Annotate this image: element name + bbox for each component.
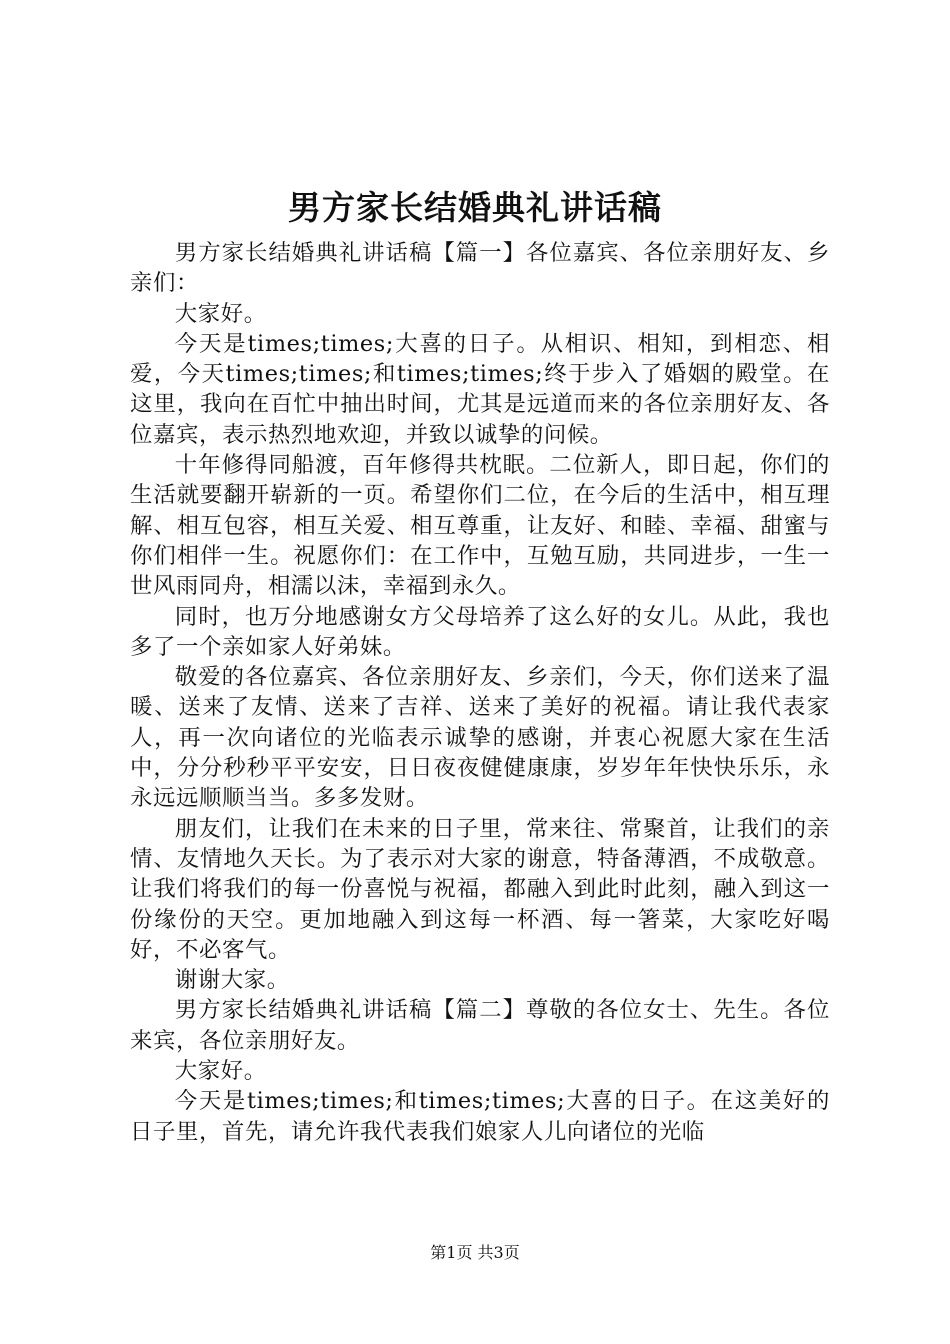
paragraph: 今天是times;times;大喜的日子。从相识、相知，到相恋、相爱，今天times;times;和times;times;终于步入了婚姻的殿堂。在这里，我向在百忙中抽出时间，尤其是远道而来的各位亲朋好友、各位嘉宾，表示热烈地欢迎，并致以诚挚的问候。: [130, 330, 830, 448]
paragraph: 十年修得同船渡，百年修得共枕眠。二位新人，即日起，你们的生活就要翻开崭新的一页。希望你们二位，在今后的生活中，相互理解、相互包容，相互关爱、相互尊重，让友好、和睦、幸福、甜蜜与你们相伴一生。祝愿你们：在工作中，互勉互励，共同进步，一生一世风雨同舟，相濡以沫，幸福到永久。: [130, 452, 830, 600]
paragraph: 大家好。: [174, 1058, 267, 1085]
page-footer: 第1页 共3页: [430, 1243, 520, 1262]
document-body: [130, 238, 830, 1147]
paragraph: 同时，也万分地感谢女方父母培养了这么好的女儿。从此，我也多了一个亲如家人好弟妹。: [130, 603, 830, 660]
paragraph: 朋友们，让我们在未来的日子里，常来往、常聚首，让我们的亲情、友情地久天长。为了表示对大家的谢意，特备薄酒，不成敬意。让我们将我们的每一份喜悦与祝福，都融入到此时此刻，融入到这一份缘份的天空。更加地融入到这每一杯酒、每一箸菜，大家吃好喝好，不必客气。: [130, 815, 830, 963]
paragraph: 男方家长结婚典礼讲话稿【篇一】各位嘉宾、各位亲朋好友、乡亲们：: [130, 240, 830, 297]
paragraph: 大家好。: [174, 300, 267, 327]
paragraph: 谢谢大家。: [174, 967, 290, 994]
paragraph: 男方家长结婚典礼讲话稿【篇二】尊敬的各位女士、先生。各位来宾，各位亲朋好友。: [130, 997, 830, 1054]
paragraph: 敬爱的各位嘉宾、各位亲朋好友、乡亲们，今天，你们送来了温暖、送来了友情、送来了吉祥、送来了美好的祝福。请让我代表家人，再一次向诸位的光临表示诚挚的感谢，并衷心祝愿大家在生活中，分分秒秒平平安安，日日夜夜健健康康，岁岁年年快快乐乐，永永远远顺顺当当。多多发财。: [130, 664, 830, 812]
paragraph: 今天是times;times;和times;times;大喜的日子。在这美好的日子里，首先，请允许我代表我们娘家人儿向诸位的光临: [130, 1088, 830, 1145]
document-title: 男方家长结婚典礼讲话稿: [288, 188, 662, 227]
